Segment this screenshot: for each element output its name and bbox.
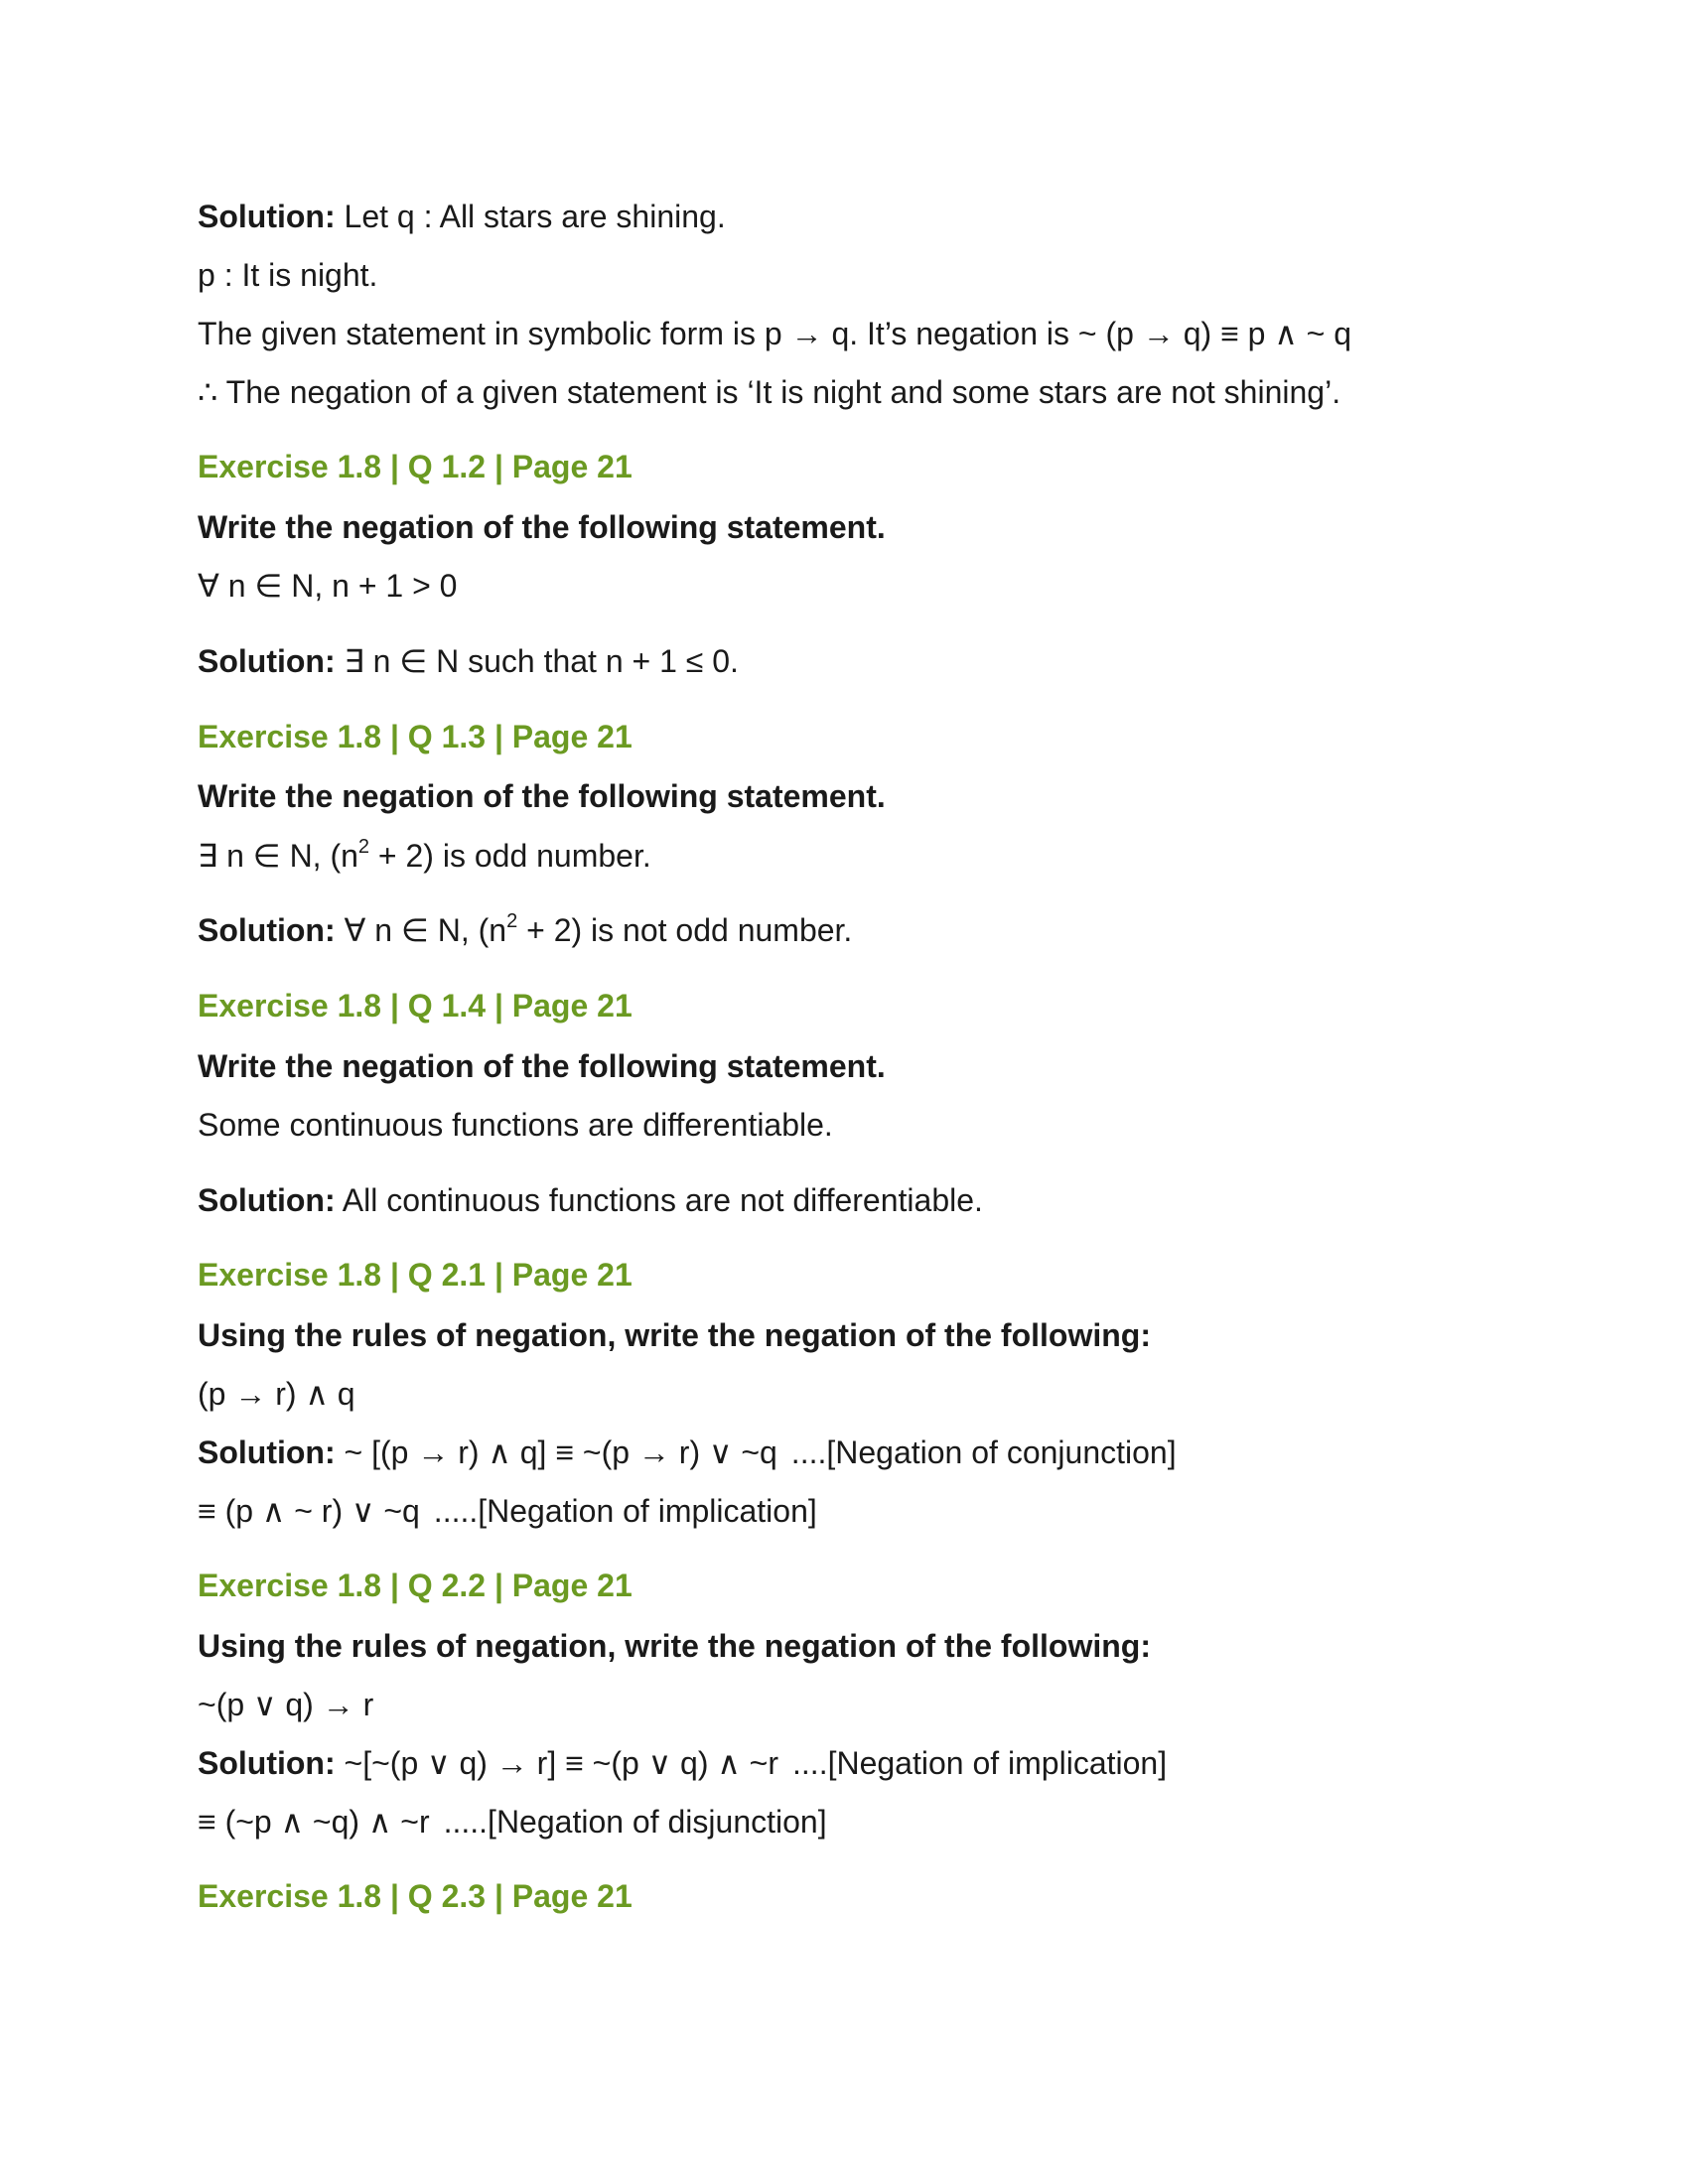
exercise-heading: Exercise 1.8 | Q 1.4 | Page 21 [198,988,633,1024]
solution-label: Solution: [198,643,336,679]
solution-label: Solution: [198,1745,336,1781]
statement-part: + 2) is odd number. [369,838,651,874]
body-text: ∴ The negation of a given statement is ‘It is night and some stars are not shining’. [198,374,1341,410]
statement-text: ~(p ∨ q) → r [198,1687,374,1722]
solution-line [198,1433,1177,1472]
superscript: 2 [506,910,518,933]
solution-text: Let q : All stars are shining. [335,199,726,234]
statement-text [198,836,651,876]
exercise-heading: Exercise 1.8 | Q 2.2 | Page 21 [198,1568,633,1603]
solution-text: ∃ n ∈ N such that n + 1 ≤ 0. [335,643,739,679]
step-note: .....[Negation of disjunction] [443,1804,827,1840]
statement-text: Some continuous functions are differentiable. [198,1107,833,1143]
solution-line [198,197,726,236]
solution-line [198,1180,983,1220]
solution-line [198,1743,1167,1783]
body-text: p : It is night. [198,257,378,293]
question-text: Write the negation of the following statement. [198,1048,886,1084]
solution-text: ~[~(p ∨ q) → r] ≡ ~(p ∨ q) ∧ ~r [335,1745,779,1781]
statement-part: ∃ n ∈ N, (n [198,838,358,874]
superscript: 2 [357,836,370,859]
solution-note: ....[Negation of implication] [792,1745,1168,1781]
question-text: Using the rules of negation, write the negation of the following: [198,1628,1151,1664]
exercise-heading: Exercise 1.8 | Q 1.3 | Page 21 [198,719,633,754]
exercise-heading: Exercise 1.8 | Q 2.1 | Page 21 [198,1257,633,1293]
solution-label: Solution: [198,199,336,234]
question-text: Write the negation of the following statement. [198,509,886,545]
question-text: Using the rules of negation, write the negation of the following: [198,1317,1151,1353]
solution-text: ∀ n ∈ N, (n [335,912,507,948]
step-note: .....[Negation of implication] [433,1493,817,1529]
step-text: ≡ (p ∧ ~ r) ∨ ~q [198,1493,420,1529]
question-text: Write the negation of the following statement. [198,778,886,814]
solution-line [198,910,852,950]
statement-text: ∀ n ∈ N, n + 1 > 0 [198,568,458,604]
solution-line [198,641,739,681]
statement-text: (p → r) ∧ q [198,1376,355,1412]
solution-label: Solution: [198,1434,336,1470]
solution-step [198,1802,827,1842]
solution-label: Solution: [198,912,336,948]
solution-label: Solution: [198,1182,336,1218]
step-text: ≡ (~p ∧ ~q) ∧ ~r [198,1804,430,1840]
body-text: The given statement in symbolic form is p → q. It’s negation is ~ (p → q) ≡ p ∧ ~ q [198,316,1351,351]
solution-text: ~ [(p → r) ∧ q] ≡ ~(p → r) ∨ ~q [335,1434,777,1470]
solution-note: ....[Negation of conjunction] [790,1434,1177,1470]
exercise-heading: Exercise 1.8 | Q 1.2 | Page 21 [198,449,633,484]
solution-step [198,1491,817,1531]
solution-text: All continuous functions are not differentiable. [335,1182,983,1218]
solution-text: + 2) is not odd number. [517,912,853,948]
exercise-heading: Exercise 1.8 | Q 2.3 | Page 21 [198,1878,633,1914]
